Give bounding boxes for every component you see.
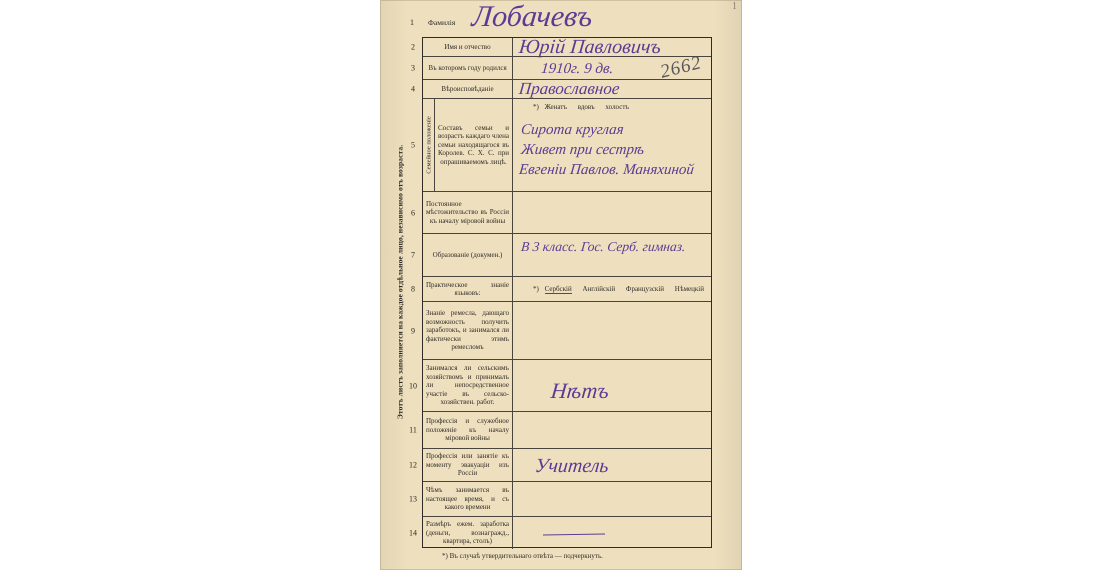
row-religion — [411, 79, 711, 98]
family-handwritten-line: Евгеніи Павлов. Маняхиной — [518, 162, 695, 178]
row-value — [513, 360, 711, 411]
row-value — [513, 517, 711, 549]
row-value — [513, 449, 711, 481]
row-label: Размѣръ ежем. заработка (деньги, вознагражд., квартира, столъ) — [423, 517, 513, 549]
row-name — [411, 36, 711, 58]
row-label: Постоянное мѣстожительство въ Россіи къ началу міровой войны — [423, 192, 513, 233]
row-number: 6 — [411, 208, 415, 217]
form-sheet — [380, 0, 742, 570]
option-widowed: вдовъ — [577, 103, 595, 111]
row-value — [513, 412, 711, 448]
row-evacuation-profession — [409, 448, 711, 481]
option-language: Французскій — [625, 285, 665, 293]
row-value — [513, 302, 711, 359]
agriculture-handwritten: Нѣтъ — [549, 378, 611, 403]
row-label: Образованіе (докумен.) — [423, 234, 513, 276]
footer-note: *) Въ случаѣ утвердительнаго отвѣта — подчеркнуть. — [442, 552, 603, 560]
language-options — [533, 285, 713, 293]
row-label: Въ которомъ году родился — [423, 57, 513, 79]
row-number: 3 — [411, 63, 415, 73]
option-language: Нѣмецкій — [674, 285, 704, 293]
row-number: 12 — [409, 460, 417, 470]
row-prewar-profession — [409, 411, 711, 448]
options-marker: *) — [533, 285, 539, 293]
form-table — [409, 36, 712, 548]
row-current-occupation — [409, 481, 711, 516]
birth-year-handwritten: 1910г. 9 дв. — [540, 61, 615, 77]
education-handwritten: В 3 класс. Гос. Серб. гимназ. — [520, 239, 687, 254]
row-value — [513, 38, 711, 56]
row-label: Профессія или занятіе къ моменту эвакуаціи изъ Россіи — [423, 449, 513, 481]
row-value — [513, 192, 711, 233]
option-married: Женатъ — [544, 103, 567, 111]
row-number: 7 — [411, 250, 415, 260]
row-label: Составъ семьи и возрастъ каждаго члена семьи находящагося въ Королев. С. Х. С. при опрашиваемомъ лицѣ. — [435, 99, 513, 191]
row-label: Имя и отчество — [423, 38, 513, 56]
row-residence — [411, 191, 711, 233]
surname-handwritten: Лобачевъ — [470, 0, 595, 33]
row-value — [513, 57, 711, 79]
option-language: Англійскій — [582, 285, 616, 293]
row-earnings — [409, 516, 711, 549]
row-agriculture — [409, 359, 711, 411]
family-handwritten-line: Живет при сестрѣ — [520, 142, 645, 158]
option-single: холостъ — [605, 103, 630, 111]
row-languages — [411, 276, 711, 301]
religion-handwritten: Православное — [518, 79, 621, 98]
surname-number: 1 — [410, 18, 414, 27]
row-number: 8 — [411, 284, 415, 294]
row-number: 4 — [411, 84, 415, 94]
row-label: Знаніе ремесла, дающаго возможность получить заработокъ, и занимался ли фактически этимъ ремесломъ — [423, 302, 513, 359]
stamp-number: 2662 — [658, 52, 704, 83]
row-number: 14 — [409, 528, 417, 538]
evacuation-profession-handwritten: Учитель — [533, 455, 610, 477]
surname-label: Фамилія — [428, 18, 456, 27]
family-side-label — [423, 99, 435, 191]
family-handwritten-line: Сирота круглая — [520, 122, 625, 138]
row-number: 5 — [411, 140, 415, 150]
row-education — [411, 233, 711, 276]
row-number: 10 — [409, 381, 417, 390]
row-trade — [411, 301, 711, 359]
side-note-text: Этотъ листъ заполняется на каждое отдѣльное лицо, независимо отъ возраста. — [395, 144, 405, 420]
row-label: Вѣроисповѣданіе — [423, 80, 513, 98]
row-label: Чѣмъ занимается въ настоящее время, и съ какого времени — [423, 482, 513, 516]
page-mark: 1 — [732, 1, 737, 12]
row-family — [411, 98, 711, 191]
row-value — [513, 482, 711, 516]
handwritten-dash-mark — [543, 533, 605, 535]
family-side-label-text: Семейное положеніе — [425, 116, 432, 174]
row-label: Профессія и служебное положеніе къ началу міровой войны — [423, 412, 513, 448]
option-language: Сербскій — [544, 285, 572, 293]
row-value — [513, 277, 711, 301]
row-birth-year — [411, 56, 711, 79]
row-value — [513, 99, 711, 191]
row-number: 2 — [411, 42, 415, 52]
row-number: 9 — [411, 326, 415, 335]
options-marker: *) — [533, 103, 539, 111]
row-value — [513, 80, 711, 98]
row-number: 13 — [409, 494, 417, 504]
name-handwritten: Юрій Павловичъ — [517, 36, 663, 58]
row-number: 11 — [409, 425, 417, 435]
side-note — [393, 132, 407, 432]
family-options — [533, 103, 638, 111]
row-label: Практическое знаніе языковъ: — [423, 277, 513, 301]
row-label: Занимался ли сельскимъ хозяйствомъ и принималъ ли непосредственное участіе въ сельско-хозяйствен. работ. — [423, 360, 513, 411]
row-value — [513, 234, 711, 276]
